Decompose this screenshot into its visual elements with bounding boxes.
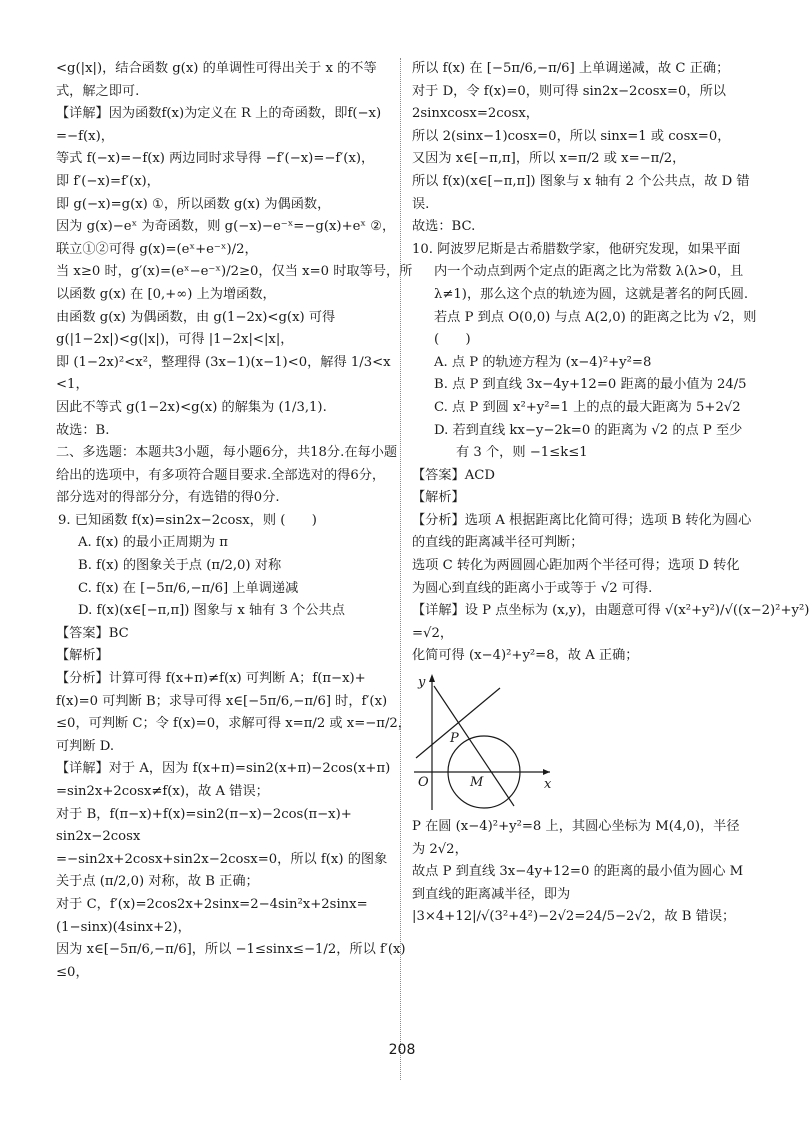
text-line: 对于 B，f(π−x)+f(x)=sin2(π−x)−2cos(π−x)+ — [56, 806, 352, 822]
text-line: 所以 f(x)(x∈[−π,π]) 图象与 x 轴有 2 个公共点，故 D 错 — [412, 173, 750, 189]
text-line: 给出的选项中，有多项符合题目要求.全部选对的得6分， — [56, 467, 386, 483]
right-column — [412, 58, 809, 929]
text-line: 【详解】设 P 点坐标为 (x,y)，由题意可得 √(x²+y²)/√((x−2)²+y²) — [412, 603, 809, 619]
text-line: 内一个动点到两个定点的距离之比为常数 λ(λ>0，且 — [434, 264, 744, 280]
text-line: P 在圆 (x−4)²+y²=8 上，其圆心坐标为 M(4,0)，半径 — [412, 819, 740, 835]
text-line: ( ) — [434, 332, 471, 348]
text-line: 化简可得 (x−4)²+y²=8，故 A 正确； — [412, 648, 639, 664]
text-line: 【分析】选项 A 根据距离比化简可得；选项 B 转化为圆心 — [412, 512, 752, 528]
text-line: 为 2√2， — [412, 841, 468, 857]
text-line: =√2， — [412, 625, 454, 641]
text-line: 所以 2(sinx−1)cosx=0，所以 sinx=1 或 cosx=0， — [412, 128, 731, 144]
page-number: 208 — [388, 1042, 416, 1058]
axis-label-x: x — [544, 777, 552, 793]
text-line: <g(|x|)，结合函数 g(x) 的单调性可得出关于 x 的不等 — [56, 61, 377, 76]
text-line: 联立①②可得 g(x)=(eˣ+e⁻ˣ)/2， — [56, 241, 258, 257]
text-line: 因为 x∈[−5π/6,−π/6]，所以 −1≤sinx≤−1/2，所以 f′(x) — [56, 942, 406, 958]
text-line: =−sin2x+2cosx+sin2x−2cosx=0，所以 f(x) 的图象 — [56, 851, 388, 867]
text-line: 【答案】BC — [56, 625, 129, 641]
text-line: f(x)=0 可判断 B；求导可得 x∈[−5π/6,−π/6] 时，f′(x) — [56, 693, 388, 709]
label-point-p: P — [450, 731, 459, 747]
text-line: B. 点 P 到直线 3x−4y+12=0 距离的最小值为 24/5 — [434, 377, 747, 393]
text-line: 式，解之即可. — [56, 83, 140, 99]
text-line: C. f(x) 在 [−5π/6,−π/6] 上单调递减 — [78, 580, 299, 596]
text-line: 所以 f(x) 在 [−5π/6,−π/6] 上单调递减，故 C 正确； — [412, 61, 730, 76]
text-line: sin2x−2cosx — [56, 829, 141, 845]
text-line: 由函数 g(x) 为偶函数，由 g(1−2x)<g(x) 可得 — [56, 309, 336, 325]
text-line: ≤0， — [56, 964, 89, 980]
text-line: 又因为 x∈[−π,π]，所以 x=π/2 或 x=−π/2， — [412, 151, 686, 167]
text-line: (1−sinx)(4sinx+2)， — [56, 919, 191, 935]
label-point-m: M — [470, 775, 484, 791]
text-line: 10. 阿波罗尼斯是古希腊数学家，他研究发现，如果平面 — [412, 241, 741, 257]
text-line: 因此不等式 g(1−2x)<g(x) 的解集为 (1/3,1). — [56, 399, 327, 415]
text-line: =−f(x)， — [56, 128, 114, 144]
text-line: =sin2x+2cosx≠f(x)，故 A 错误； — [56, 784, 269, 799]
text-line: 【答案】ACD — [412, 467, 495, 483]
label-origin: O — [418, 775, 429, 791]
text-line: 【详解】因为函数f(x)为定义在 R 上的奇函数，即f(−x) — [56, 106, 382, 122]
text-line: 因为 g(x)−eˣ 为奇函数，则 g(−x)−e⁻ˣ=−g(x)+eˣ ②， — [56, 219, 396, 235]
text-line: g(|1−2x|)<g(|x|)，可得 |1−2x|<|x|， — [56, 332, 294, 348]
right-column-text-bottom — [412, 816, 750, 929]
text-line: 【解析】 — [412, 490, 465, 506]
text-line: 的直线的距离减半径可判断； — [412, 535, 584, 551]
y-axis-arrow-icon — [429, 674, 435, 682]
text-line: 关于点 (π/2,0) 对称，故 B 正确； — [56, 874, 259, 890]
right-column-text-top — [412, 58, 809, 668]
text-line: A. f(x) 的最小正周期为 π — [78, 535, 228, 551]
text-line: D. 若到直线 kx−y−2k=0 的距离为 √2 的点 P 至少 — [434, 422, 743, 438]
text-line: 即 f′(−x)=f′(x)， — [56, 173, 160, 189]
text-line: 误. — [412, 196, 430, 212]
apollonius-circle-figure — [414, 672, 554, 812]
text-line: 二、多选题：本题共3小题，每小题6分，共18分.在每小题 — [56, 445, 398, 461]
text-line: 部分选对的得部分分，有选错的得0分. — [56, 490, 280, 506]
text-line: 即 (1−2x)²<x²，整理得 (3x−1)(x−1)<0，解得 1/3<x — [56, 354, 391, 370]
text-line: 对于 C，f′(x)=2cos2x+2sinx=2−4sin²x+2sinx= — [56, 896, 368, 912]
text-line: 选项 C 转化为两圆圆心距加两个半径可得；选项 D 转化 — [412, 558, 740, 574]
text-line: A. 点 P 的轨迹方程为 (x−4)²+y²=8 — [434, 354, 652, 370]
text-line: λ≠1)，那么这个点的轨迹为圆，这就是著名的阿氏圆. — [434, 286, 749, 302]
text-line: 等式 f(−x)=−f(x) 两边同时求导得 −f′(−x)=−f′(x)， — [56, 151, 375, 167]
axis-label-y: y — [418, 675, 426, 691]
text-line: 为圆心到直线的距离小于或等于 √2 可得. — [412, 580, 653, 596]
text-line: 以函数 g(x) 在 [0,+∞) 上为增函数， — [56, 286, 276, 302]
text-line: 2sinxcosx=2cosx， — [412, 106, 539, 122]
text-line: 可判断 D. — [56, 738, 115, 754]
text-line: 即 g(−x)=g(x) ①，所以函数 g(x) 为偶函数， — [56, 196, 331, 212]
text-line: 【分析】计算可得 f(x+π)≠f(x) 可判断 A；f(π−x)+ — [56, 671, 366, 687]
left-column — [56, 58, 413, 984]
text-line: 若点 P 到点 O(0,0) 与点 A(2,0) 的距离之比为 √2，则 — [434, 309, 757, 325]
text-line: |3×4+12|/√(3²+4²)−2√2=24/5−2√2，故 B 错误； — [412, 909, 736, 925]
text-line: 故点 P 到直线 3x−4y+12=0 的距离的最小值为圆心 M — [412, 864, 744, 880]
text-line: 【解析】 — [56, 648, 109, 664]
text-line: B. f(x) 的图象关于点 (π/2,0) 对称 — [78, 558, 282, 574]
text-line: D. f(x)(x∈[−π,π]) 图象与 x 轴有 3 个公共点 — [78, 603, 345, 619]
text-line: 【详解】对于 A，因为 f(x+π)=sin2(x+π)−2cos(x+π) — [56, 761, 391, 777]
text-line: 当 x≥0 时，g′(x)=(eˣ−e⁻ˣ)/2≥0，仅当 x=0 时取等号，所 — [56, 264, 413, 280]
text-line: 有 3 个，则 −1≤k≤1 — [456, 445, 588, 461]
text-line: 9. 已知函数 f(x)=sin2x−2cosx，则 ( ) — [58, 512, 317, 528]
text-line: 故选：BC. — [412, 219, 476, 235]
column-divider — [400, 58, 401, 1080]
text-line: ≤0，可判断 C；令 f(x)=0，求解可得 x=π/2 或 x=−π/2， — [56, 716, 411, 732]
text-line: 对于 D，令 f(x)=0，则可得 sin2x−2cosx=0，所以 — [412, 83, 726, 99]
text-line: 故选：B. — [56, 422, 110, 438]
text-line: <1， — [56, 377, 89, 393]
x-axis-arrow-icon — [543, 769, 550, 775]
text-line: 到直线的距离减半径，即为 — [412, 886, 571, 902]
text-line: C. 点 P 到圆 x²+y²=1 上的点的最大距离为 5+2√2 — [434, 399, 741, 415]
